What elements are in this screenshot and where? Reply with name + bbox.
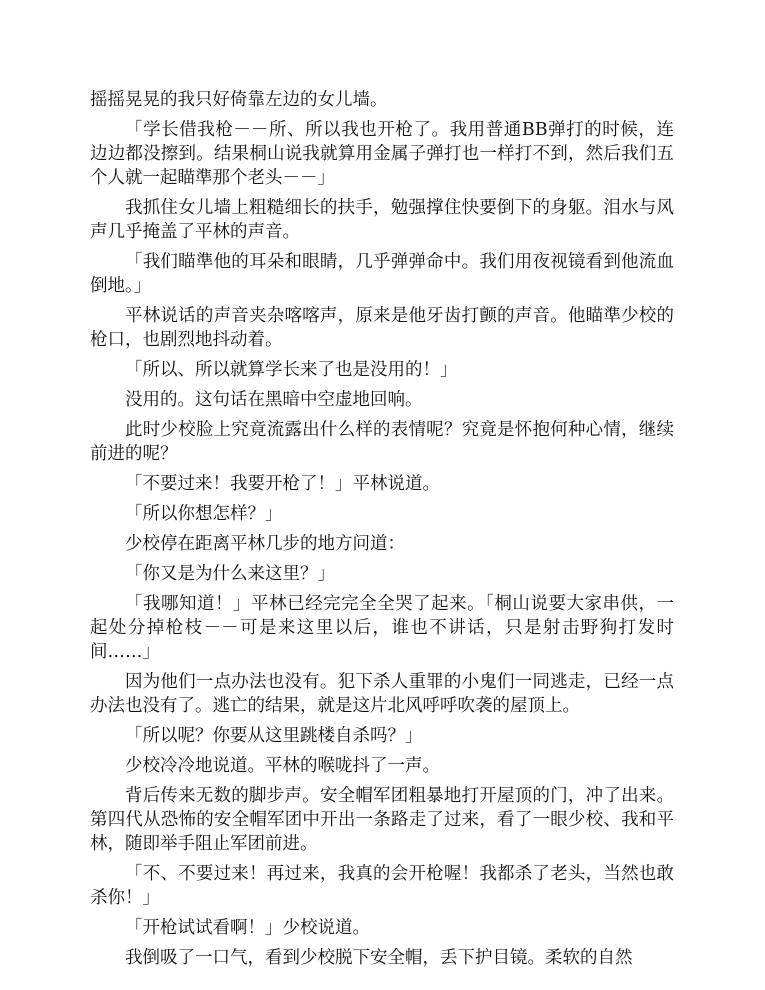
paragraph: 「不要过来！我要开枪了！」平林说道。 [125,474,440,494]
paragraph: 「所以你想怎样？」 [125,504,283,524]
paragraph: 摇摇晃晃的我只好倚靠左边的女儿墙。 [90,90,388,110]
paragraph: 少校停在距离平林几步的地方问道： [125,534,405,554]
paragraph: 「不、不要过来！再过来，我真的会开枪喔！我都杀了老头，当然也敢杀你！」 [90,864,674,908]
paragraph: 「开枪试试看啊！」少校说道。 [125,918,370,938]
paragraph: 因为他们一点办法也没有。犯下杀人重罪的小鬼们一同逃走，已经一点办法也没有了。逃亡的结果，就是这片北风呼呼吹袭的屋顶上。 [90,672,674,716]
paragraph: 我抓住女儿墙上粗糙细长的扶手，勉强撑住快要倒下的身躯。泪水与风声几乎掩盖了平林的声音。 [90,198,674,242]
paragraph: 背后传来无数的脚步声。安全帽军团粗暴地打开屋顶的门，冲了出来。第四代从恐怖的安全帽军团中开出一条路走了过来，看了一眼少校、我和平林，随即举手阻止军团前进。 [90,786,674,854]
paragraph: 我倒吸了一口气，看到少校脱下安全帽，丢下护目镜。柔软的自然 [125,948,633,968]
paragraph: 「学长借我枪－－所、所以我也开枪了。我用普通BB弹打的时候，连边边都没擦到。结果桐山说我就算用金属子弹打也一样打不到，然后我们五个人就一起瞄準那个老头－－」 [90,120,674,188]
paragraph: 「我们瞄準他的耳朵和眼睛，几乎弹弹命中。我们用夜视镜看到他流血倒地。」 [90,252,674,296]
paragraph: 没用的。这句话在黑暗中空虚地回响。 [125,390,423,410]
paragraph: 此时少校脸上究竟流露出什么样的表情呢？究竟是怀抱何种心情，继续前进的呢？ [90,420,674,464]
paragraph: 平林说话的声音夹杂喀喀声，原来是他牙齿打颤的声音。他瞄準少校的枪口，也剧烈地抖动着。 [90,306,674,350]
paragraph: 少校冷冷地说道。平林的喉咙抖了一声。 [125,756,440,776]
document-page [90,88,674,976]
paragraph: 「所以、所以就算学长来了也是没用的！」 [125,360,458,380]
paragraph: 「所以呢？你要从这里跳楼自杀吗？」 [125,726,423,746]
paragraph: 「你又是为什么来这里？」 [125,564,335,584]
paragraph: 「我哪知道！」平林已经完完全全哭了起来。「桐山说要大家串供，一起处分掉枪枝－－可是来这里以后，谁也不讲话，只是射击野狗打发时间……」 [90,594,674,662]
